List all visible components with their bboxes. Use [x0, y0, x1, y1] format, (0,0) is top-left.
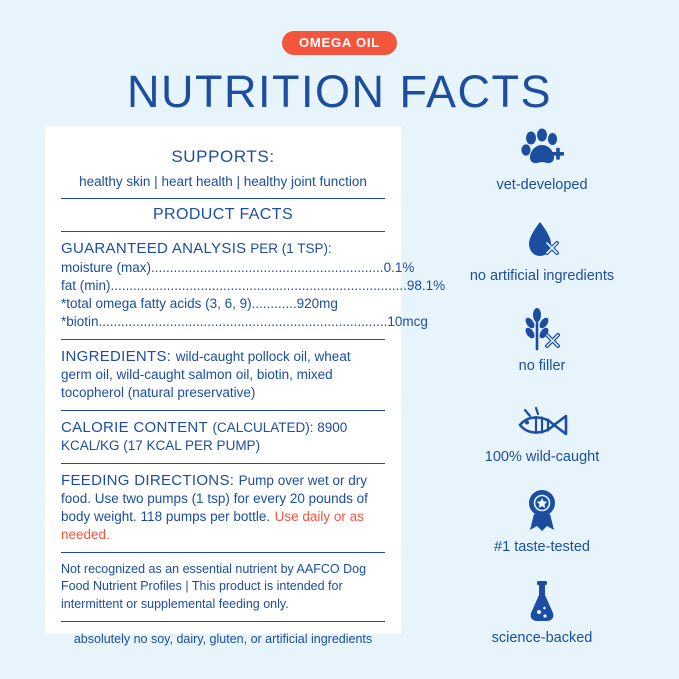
feeding-directions-heading: FEEDING DIRECTIONS: — [61, 471, 235, 489]
calorie-content-heading: CALORIE CONTENT — [61, 418, 209, 436]
feature-label: no artificial ingredients — [469, 267, 615, 284]
feature-label: #1 taste-tested — [494, 539, 590, 556]
flask-icon — [525, 579, 559, 623]
calorie-content-section — [61, 419, 385, 455]
analysis-label: moisture (max) — [61, 259, 152, 275]
analysis-value: 98.1% — [406, 277, 446, 293]
divider — [61, 410, 385, 411]
wheat-x-icon — [521, 307, 563, 351]
analysis-dots: .............................................................. — [151, 259, 384, 275]
feeding-directions-section — [61, 472, 385, 544]
guaranteed-analysis-heading: GUARANTEED ANALYSIS — [61, 240, 247, 257]
guaranteed-analysis-heading-row — [61, 239, 385, 259]
guaranteed-analysis-serving: PER (1 TSP): — [250, 241, 332, 256]
divider — [61, 339, 385, 340]
analysis-row — [61, 313, 428, 331]
facts-panel — [45, 126, 446, 647]
droplet-x-icon — [522, 217, 562, 261]
calorie-content-text: (CALCULATED): 8900 KCAL/KG (17 KCAL PER PUMP) — [61, 419, 348, 453]
feature-label: no filler — [518, 358, 566, 375]
divider — [61, 621, 385, 622]
feature-label: vet-developed — [496, 177, 588, 193]
analysis-label: fat (min) — [61, 277, 111, 293]
divider — [61, 231, 385, 232]
feeding-directions-text: Pump over wet or dry food. Use two pumps (1 tsp) for every 20 pounds of body weight. 118 pumps per bottle. — [61, 472, 368, 524]
features-list — [418, 126, 666, 646]
analysis-row — [61, 259, 415, 277]
feature-item — [418, 217, 666, 284]
award-ribbon-icon — [522, 488, 562, 532]
analysis-label: *biotin — [61, 313, 99, 329]
divider — [61, 198, 385, 199]
page-title: NUTRITION FACTS — [127, 66, 552, 117]
guaranteed-analysis-section — [61, 239, 446, 331]
aafco-disclaimer: Not recognized as an essential nutrient by AAFCO Dog Food Nutrient Profiles | This product is intended for intermittent or supplemental feeding only. — [61, 561, 367, 611]
divider — [61, 552, 385, 553]
analysis-value: 920mg — [296, 295, 338, 311]
supports-list: healthy skin | heart health | healthy joint function — [79, 174, 367, 189]
analysis-row — [61, 277, 446, 295]
divider — [61, 463, 385, 464]
analysis-dots: ............................................................................. — [98, 313, 388, 329]
feature-item — [418, 579, 666, 646]
ingredients-section — [61, 348, 385, 402]
analysis-dots: ............................................................................... — [110, 277, 407, 293]
ingredients-text: wild-caught pollock oil, wheat germ oil, wild-caught salmon oil, biotin, mixed tocopherol (natural preservative) — [61, 348, 351, 400]
feature-item — [418, 126, 666, 193]
analysis-label: *total omega fatty acids (3, 6, 9) — [61, 295, 252, 311]
ingredients-heading: INGREDIENTS: — [61, 347, 172, 365]
feature-label: science-backed — [491, 629, 593, 646]
analysis-value: 0.1% — [383, 259, 415, 275]
analysis-value: 10mcg — [387, 313, 428, 329]
analysis-dots: ............ — [251, 295, 297, 311]
fish-skeleton-icon — [514, 398, 570, 442]
feature-item — [418, 398, 666, 465]
panel-footer-note: absolutely no soy, dairy, gluten, or artificial ingredients — [73, 632, 373, 647]
feature-item — [418, 488, 666, 555]
paw-plus-icon — [519, 126, 565, 170]
product-facts-heading: PRODUCT FACTS — [152, 206, 294, 223]
feeding-directions-highlight: Use daily or as needed. — [61, 508, 364, 542]
analysis-row — [61, 295, 385, 313]
badge-container — [0, 0, 679, 55]
product-badge: OMEGA OIL — [282, 31, 397, 55]
feature-item — [418, 307, 666, 374]
feature-label: 100% wild-caught — [484, 448, 600, 465]
supports-heading: SUPPORTS: — [171, 147, 275, 166]
